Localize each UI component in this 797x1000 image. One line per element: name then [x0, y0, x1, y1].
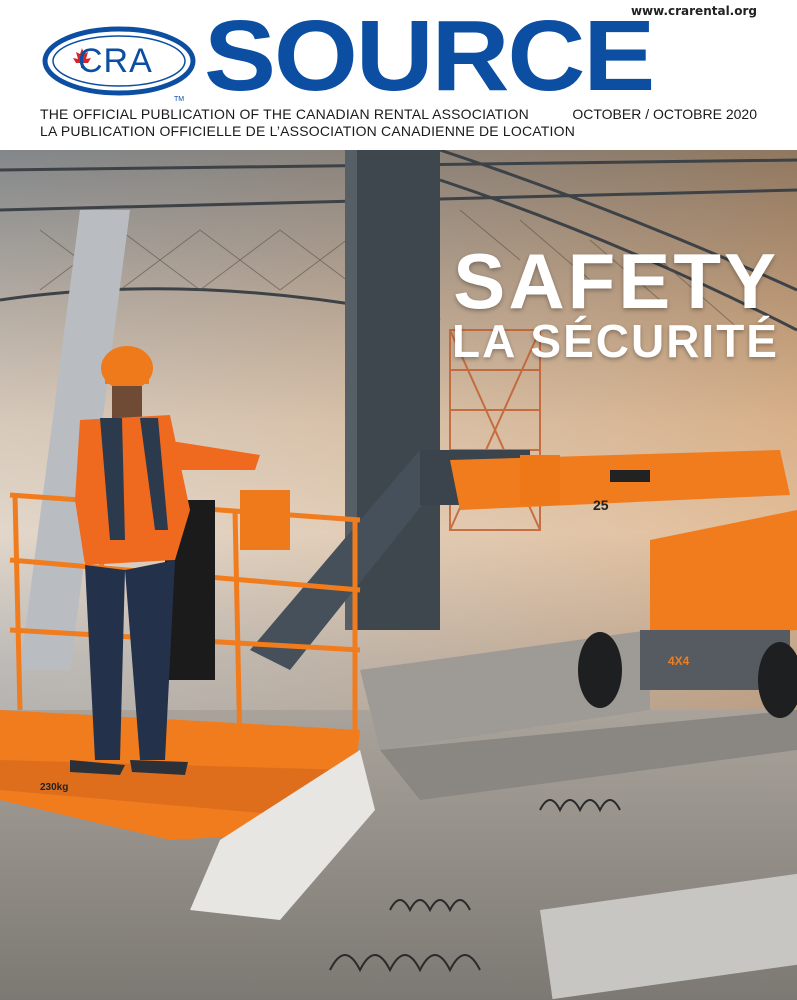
headline-french: LA SÉCURITÉ: [452, 315, 779, 367]
logo-text: CRA: [78, 42, 153, 80]
basket-label: 230kg: [40, 782, 69, 793]
magazine-title: SOURCE: [204, 0, 654, 112]
issue-date: OCTOBER / OCTOBRE 2020: [572, 106, 757, 122]
subtitle-french: LA PUBLICATION OFFICIELLE DE L’ASSOCIATION CANADIENNE DE LOCATION: [40, 123, 576, 139]
boom-number: 25: [593, 497, 609, 513]
headline-english: SAFETY: [453, 237, 779, 325]
machine-badge: 4X4: [668, 654, 690, 668]
cover-photo: [0, 150, 797, 1000]
masthead: [0, 0, 797, 150]
website-url[interactable]: www.crarental.org: [630, 4, 757, 18]
subtitle-english: THE OFFICIAL PUBLICATION OF THE CANADIAN RENTAL ASSOCIATION: [40, 106, 529, 122]
trademark: TM: [174, 96, 185, 103]
